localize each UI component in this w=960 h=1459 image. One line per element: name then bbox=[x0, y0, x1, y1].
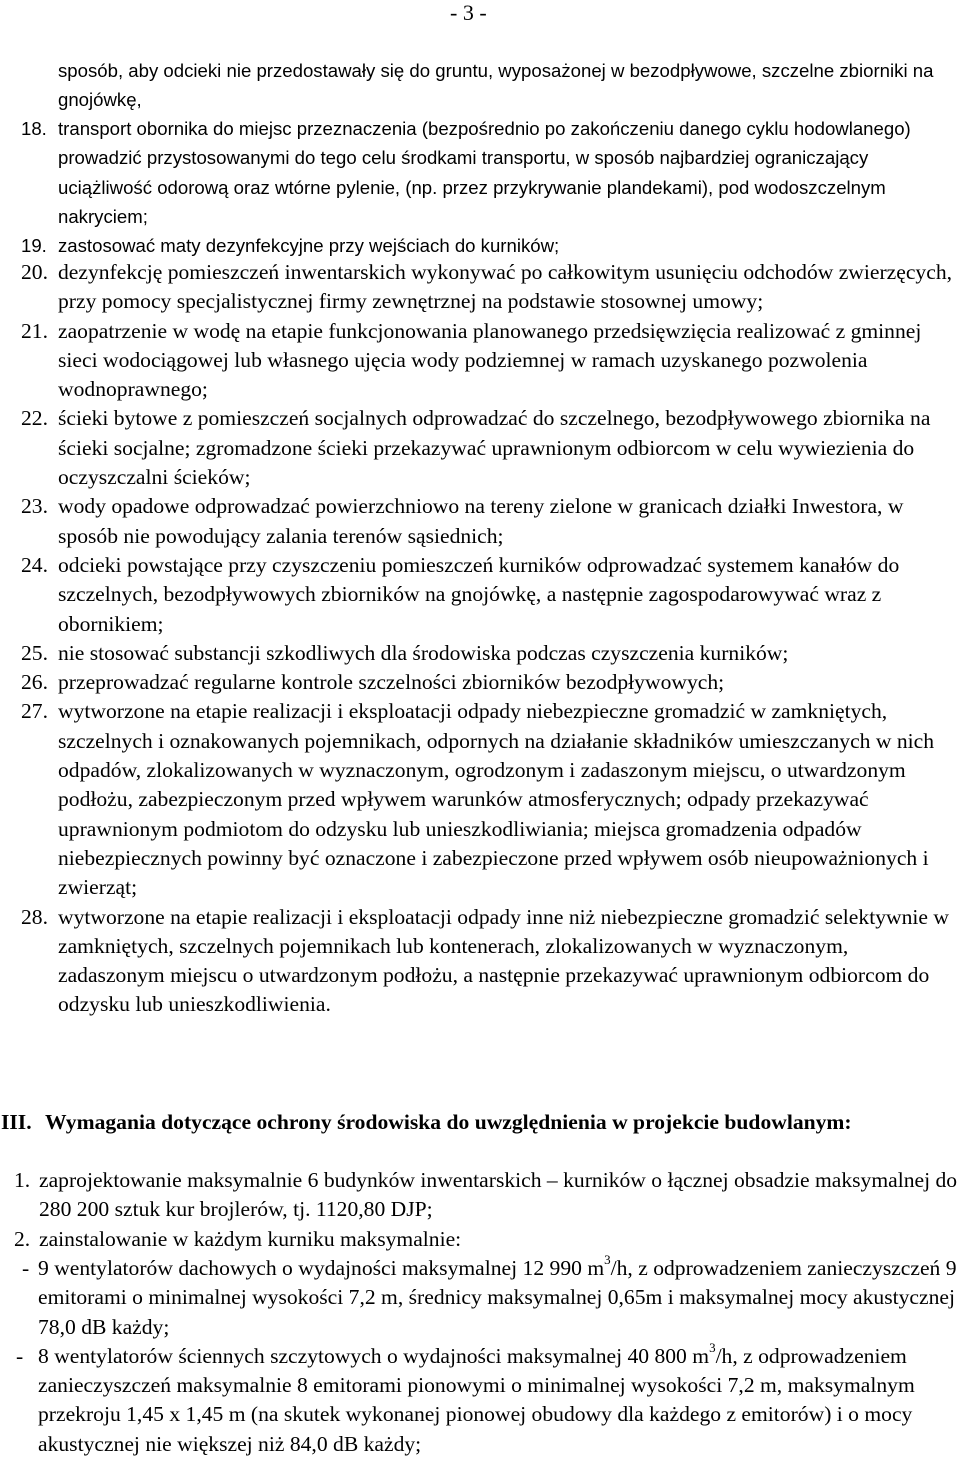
list-item-number: 24. bbox=[21, 552, 48, 577]
list-item-number: 19. bbox=[21, 235, 47, 257]
dash-marker: - bbox=[22, 1256, 30, 1280]
list-item-number: 20. bbox=[21, 260, 48, 284]
section-number: III. bbox=[1, 1110, 32, 1134]
superscript: 3 bbox=[709, 1339, 716, 1355]
dash-text-tail: /h, z odprowadzeniem zanieczyszczeń maksymalnie 8 emitorami pionowymi o minimalnej wysokości 7,2 m, maksymalnym przekroju 1,45 x 1,45 m (na skutek wykonanej pionowej obudowy dla każdego z emitorów) i o mocy akustycznej nie większej niż 84,0 dB każdy; bbox=[38, 1343, 915, 1456]
page-number: - 3 - bbox=[450, 0, 487, 25]
list-item-23 bbox=[21, 492, 960, 551]
requirement-item-2 bbox=[14, 1225, 960, 1254]
dash-text-lead: 9 wentylatorów dachowych o wydajności maksymalnej 12 990 m bbox=[38, 1256, 605, 1280]
list-item-18 bbox=[21, 114, 960, 231]
superscript: 3 bbox=[604, 1251, 611, 1267]
list-item-21 bbox=[21, 317, 960, 405]
list-item-number: 23. bbox=[21, 494, 48, 519]
requirement-number: 1. bbox=[14, 1168, 31, 1192]
dash-text-lead: 8 wentylatorów ściennych szczytowych o wydajności maksymalnej 40 800 m bbox=[38, 1343, 710, 1368]
list-item-28 bbox=[21, 903, 960, 1020]
list-item-27 bbox=[21, 697, 960, 902]
list-item-text: odcieki powstające przy czyszczeniu pomieszczeń kurników odprowadzać systemem kanałów do szczelnych, bezodpływowych zbiorników na gnojówkę, a następnie zagospodarowywać wraz z obornikiem; bbox=[58, 552, 900, 636]
dash-item-wall-fans bbox=[14, 1339, 960, 1459]
section-heading bbox=[0, 1108, 960, 1137]
list-item-text: wytworzone na etapie realizacji i eksploatacji odpady niebezpieczne gromadzić w zamkniętych, szczelnych i oznakowanych pojemnikach, odpornych na działanie składników umieszczanych w nich odpadów, zlokalizowanych w wyznaczonym, ogrodzonym i zadaszonym miejscu, o utwardzonym podłożu, zabezpieczonym przed wpływem warunków atmosferycznych; odpady przekazywać uprawnionym podmiotom do odzysku lub unieszkodliwiania; miejsca gromadzenia odpadów niebezpiecznych powinny być oznaczone i zabezpieczone przed wpływem osób nieupoważnionych i zwierząt; bbox=[58, 699, 935, 900]
list-item-19 bbox=[21, 231, 960, 260]
list-item-text: wody opadowe odprowadzać powierzchniowo na tereny zielone w granicach działki Inwestora, w sposób nie powodujący zalania terenów sąsiednich; bbox=[58, 494, 904, 548]
conditions-list-part-1 bbox=[21, 114, 960, 260]
fan-specification-list bbox=[14, 1251, 960, 1459]
list-item-text: przeprowadzać regularne kontrole szczelności zbiorników bezodpływowych; bbox=[58, 670, 725, 695]
lead-paragraph: sposób, aby odcieki nie przedostawały się do gruntu, wyposażonej w bezodpływowe, szczelne zbiorniki na gnojówkę, bbox=[58, 60, 934, 111]
dash-item-roof-fans bbox=[14, 1251, 960, 1342]
list-item-24 bbox=[21, 551, 960, 639]
list-item-20 bbox=[21, 258, 960, 317]
list-item-text: wytworzone na etapie realizacji i eksploatacji odpady inne niż niebezpieczne gromadzić selektywnie w zamkniętych, szczelnych pojemnikach lub kontenerach, zlokalizowanych w wyznaczonym, zadaszonym miejscu o utwardzonym podłożu, a następnie przekazywać uprawnionym odbiorcom do odzysku lub unieszkodliwienia. bbox=[58, 904, 949, 1017]
list-item-number: 18. bbox=[21, 118, 47, 139]
dash-marker: - bbox=[16, 1343, 24, 1368]
section-title: Wymagania dotyczące ochrony środowiska do uwzględnienia w projekcie budowlanym: bbox=[45, 1110, 852, 1134]
list-item-number: 21. bbox=[21, 318, 48, 343]
list-item-number: 28. bbox=[21, 904, 48, 929]
list-item-text: transport obornika do miejsc przeznaczenia (bezpośrednio po zakończeniu danego cyklu hodowlanego) prowadzić przystosowanymi do tego celu środkami transportu, w sposób najbardziej ograniczający uciążliwość odorową oraz wtórne pylenie, (np. przez przykrywanie plandekami), pod wodoszczelnym nakryciem; bbox=[58, 118, 911, 227]
requirement-text: zainstalowanie w każdym kurniku maksymalnie: bbox=[39, 1226, 462, 1251]
requirements-list bbox=[14, 1166, 960, 1254]
list-item-number: 26. bbox=[21, 670, 48, 695]
list-item-number: 25. bbox=[21, 640, 48, 665]
list-item-number: 27. bbox=[21, 699, 48, 724]
list-item-text: dezynfekcję pomieszczeń inwentarskich wykonywać po całkowitym usunięciu odchodów zwierzęcych, przy pomocy specjalistycznej firmy zewnętrznej na podstawie stosownej umowy; bbox=[58, 260, 953, 314]
list-item-text: ścieki bytowe z pomieszczeń socjalnych odprowadzać do szczelnego, bezodpływowego zbiornika na ścieki socjalne; zgromadzone ścieki przekazywać uprawnionym odbiorcom w celu wywiezienia do oczyszczalni ścieków; bbox=[58, 406, 931, 490]
list-item-text: zaopatrzenie w wodę na etapie funkcjonowania planowanego przedsięwzięcia realizować z gminnej sieci wodociągowej lub własnego ujęcia wody podziemnej w ramach uzyskanego pozwolenia wodnoprawnego; bbox=[58, 318, 922, 402]
list-item-text: nie stosować substancji szkodliwych dla środowiska podczas czyszczenia kurników; bbox=[58, 640, 789, 665]
list-item-text: zastosować maty dezynfekcyjne przy wejściach do kurników; bbox=[58, 235, 560, 257]
requirement-number: 2. bbox=[14, 1226, 31, 1251]
requirement-text: zaprojektowanie maksymalnie 6 budynków inwentarskich – kurników o łącznej obsadzie maksymalnej do 280 200 sztuk kur brojlerów, tj. 1120,80 DJP; bbox=[39, 1168, 958, 1222]
list-item-number: 22. bbox=[21, 406, 48, 431]
list-item-26 bbox=[21, 668, 960, 697]
requirement-item-1 bbox=[14, 1166, 960, 1225]
list-item-25 bbox=[21, 639, 960, 668]
conditions-list-part-2 bbox=[21, 258, 960, 1020]
dash-text-tail: /h, z odprowadzeniem zanieczyszczeń 9 emitorami o minimalnej wysokości 7,2 m, średnicy maksymalnej 0,65m i maksymalnej mocy akustycznej 78,0 dB każdy; bbox=[38, 1256, 957, 1339]
list-item-22 bbox=[21, 404, 960, 492]
